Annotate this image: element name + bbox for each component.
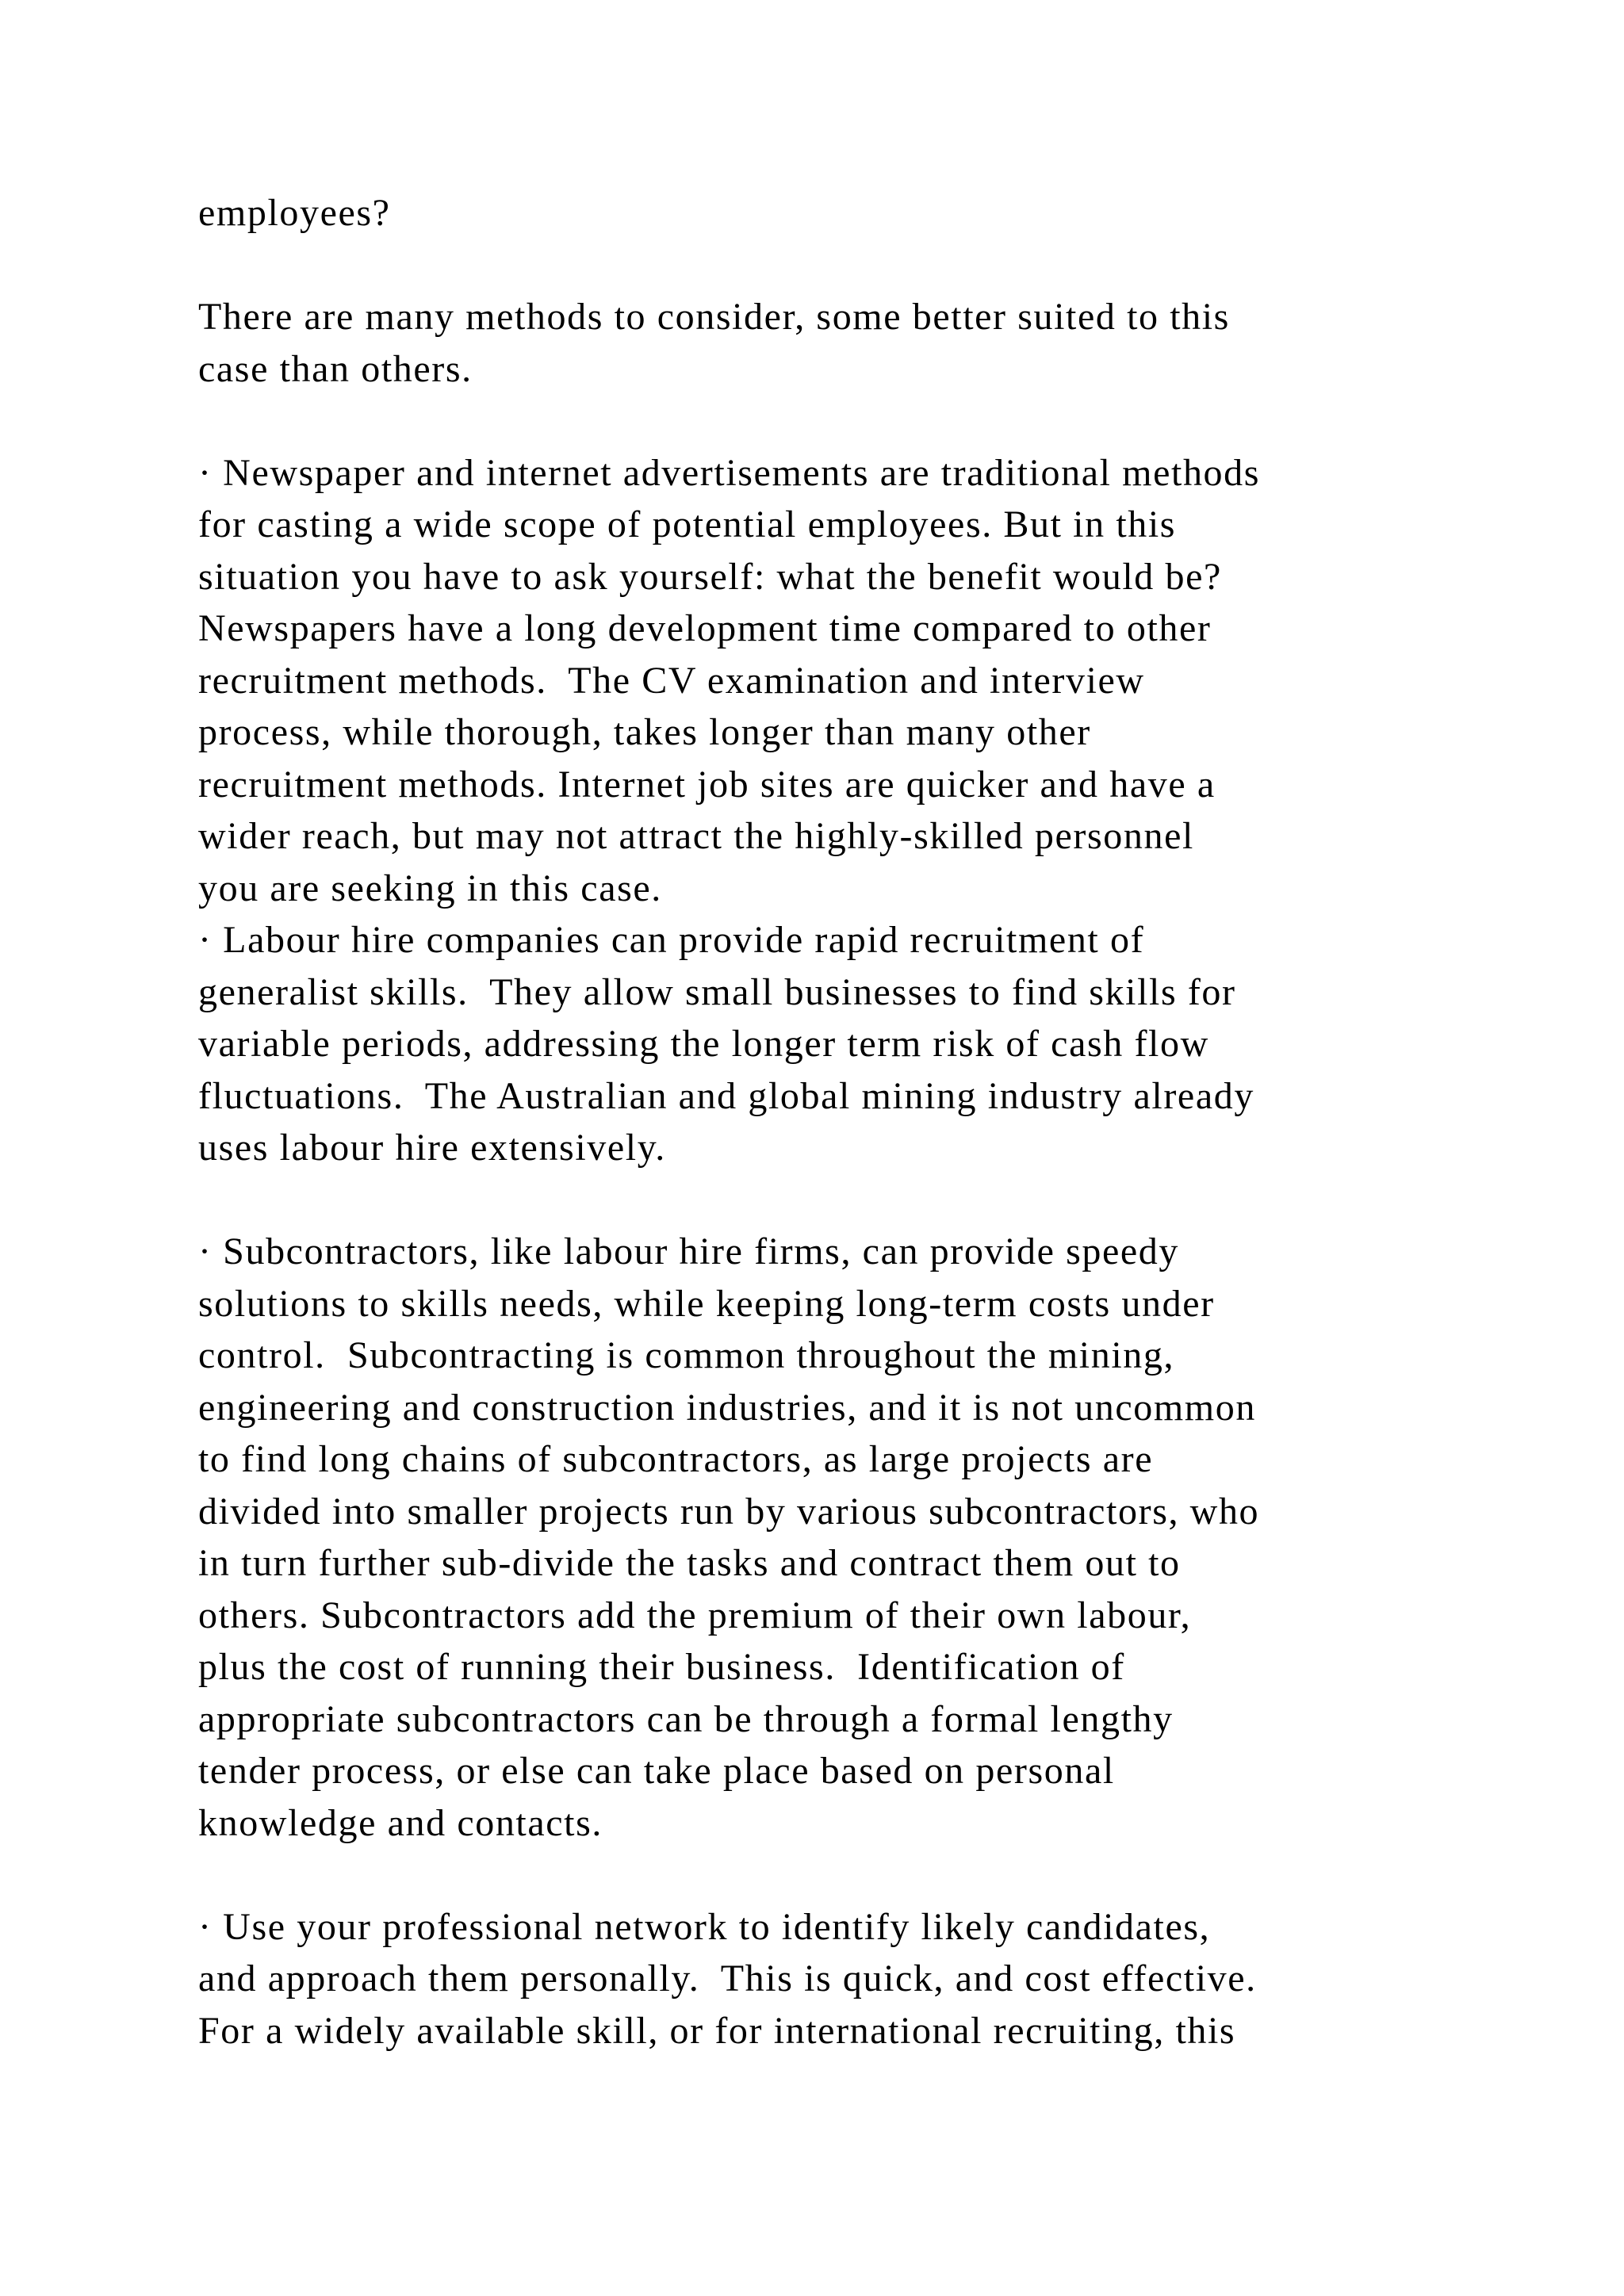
text-line: divided into smaller projects run by various subcontractors, who (198, 1490, 1260, 1533)
text-line: plus the cost of running their business. Identification of (198, 1646, 1125, 1688)
text-line: generalist skills. They allow small businesses to find skills for (198, 970, 1236, 1013)
text-line: control. Subcontracting is common throughout the mining, (198, 1334, 1175, 1376)
text-line: For a widely available skill, or for international recruiting, this (198, 2009, 1236, 2052)
text-line: case than others. (198, 347, 473, 390)
text-line: fluctuations. The Australian and global mining industry already (198, 1074, 1254, 1117)
text-line: in turn further sub-divide the tasks and contract them out to (198, 1542, 1181, 1584)
text-line: · Newspaper and internet advertisements are traditional methods (198, 451, 1261, 494)
blank-line (198, 239, 1546, 292)
text-line: · Subcontractors, like labour hire firms, can provide speedy (198, 1230, 1179, 1272)
text-line: for casting a wide scope of potential employees. But in this (198, 503, 1177, 545)
text-line: you are seeking in this case. (198, 867, 662, 909)
text-line: situation you have to ask yourself: what the benefit would be? (198, 555, 1222, 598)
text-line: process, while thorough, takes longer than many other (198, 711, 1091, 753)
blank-line (198, 1174, 1546, 1226)
blank-line (198, 395, 1546, 447)
text-line: appropriate subcontractors can be through a formal lengthy (198, 1697, 1174, 1740)
text-line: employees? (198, 192, 391, 234)
text-line: · Use your professional network to identify likely candidates, (198, 1905, 1211, 1948)
text-line: knowledge and contacts. (198, 1801, 603, 1844)
text-line: engineering and construction industries, and it is not uncommon (198, 1386, 1256, 1429)
text-line: variable periods, addressing the longer term risk of cash flow (198, 1023, 1209, 1065)
text-line: There are many methods to consider, some better suited to this (198, 296, 1230, 338)
text-line: others. Subcontractors add the premium of their own labour, (198, 1594, 1192, 1636)
text-line: wider reach, but may not attract the highly-skilled personnel (198, 815, 1194, 857)
text-line: to find long chains of subcontractors, as large projects are (198, 1438, 1154, 1480)
text-line: recruitment methods. Internet job sites are quicker and have a (198, 763, 1216, 806)
document-body (198, 187, 1546, 2057)
text-line: recruitment methods. The CV examination and interview (198, 659, 1145, 702)
text-line: solutions to skills needs, while keeping long-term costs under (198, 1282, 1215, 1325)
text-line: · Labour hire companies can provide rapid recruitment of (198, 919, 1145, 961)
blank-line (198, 1849, 1546, 1901)
text-line: tender process, or else can take place based on personal (198, 1750, 1115, 1792)
text-line: and approach them personally. This is quick, and cost effective. (198, 1957, 1257, 1999)
text-line: Newspapers have a long development time compared to other (198, 607, 1212, 649)
text-line: uses labour hire extensively. (198, 1127, 666, 1169)
